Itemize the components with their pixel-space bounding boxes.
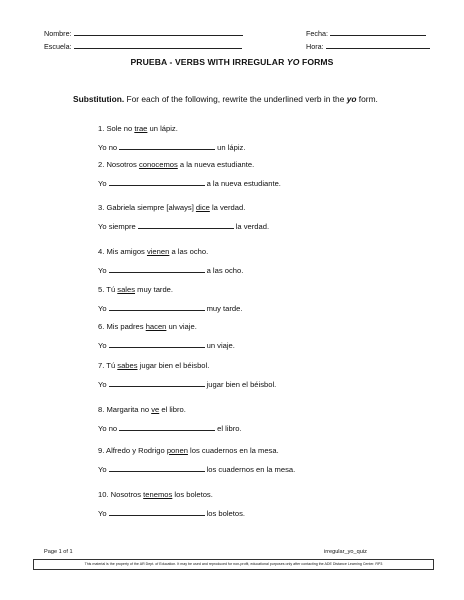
- underlined-verb: ponen: [166, 446, 188, 455]
- answer-prefix: Yo: [98, 304, 107, 313]
- fecha-field: [306, 28, 426, 38]
- prompt: [98, 285, 242, 295]
- prompt: [98, 160, 281, 170]
- prompt-text: la verdad.: [209, 203, 246, 212]
- prompt: [98, 322, 235, 332]
- answer-suffix: los boletos.: [206, 509, 246, 518]
- answer-line: [98, 339, 235, 351]
- prompt: [98, 203, 269, 213]
- prompt: [98, 446, 295, 456]
- instructions-end: form.: [356, 94, 378, 104]
- file-name: irregular_yo_quiz: [324, 549, 367, 555]
- question-1: [98, 124, 245, 153]
- prompt-text: los boletos.: [172, 490, 213, 499]
- answer-suffix: un lápiz.: [217, 143, 246, 152]
- escuela-line[interactable]: [74, 41, 242, 49]
- answer-blank[interactable]: [119, 422, 215, 431]
- answer-blank[interactable]: [109, 302, 205, 311]
- underlined-verb: ve: [151, 405, 160, 414]
- answer-prefix: Yo: [98, 179, 107, 188]
- answer-suffix: a las ocho.: [206, 266, 244, 275]
- fecha-label: Fecha:: [306, 29, 328, 38]
- prompt-text: 3. Gabriela siempre [always]: [98, 203, 196, 212]
- prompt: [98, 490, 245, 500]
- answer-blank[interactable]: [109, 507, 205, 516]
- question-9: [98, 446, 295, 475]
- prompt-text: muy tarde.: [135, 285, 173, 294]
- answer-prefix: Yo no: [98, 424, 118, 433]
- prompt: [98, 247, 243, 257]
- answer-suffix: el libro.: [217, 424, 242, 433]
- fecha-line[interactable]: [330, 28, 426, 36]
- answer-line: [98, 220, 269, 232]
- prompt-text: los cuadernos en la mesa.: [187, 446, 279, 455]
- underlined-verb: hacen: [145, 322, 167, 331]
- answer-prefix: Yo: [98, 341, 107, 350]
- prompt: [98, 361, 276, 371]
- question-4: [98, 247, 243, 276]
- underlined-verb: trae: [134, 124, 148, 133]
- answer-line: [98, 422, 242, 434]
- answer-blank[interactable]: [109, 264, 205, 273]
- nombre-line[interactable]: [74, 28, 243, 36]
- question-10: [98, 490, 245, 519]
- answer-prefix: Yo no: [98, 143, 118, 152]
- prompt-text: a la nueva estudiante.: [177, 160, 255, 169]
- answer-prefix: Yo: [98, 380, 107, 389]
- answer-blank[interactable]: [109, 339, 205, 348]
- prompt-text: 4. Mis amigos: [98, 247, 147, 256]
- instructions-yo: yo: [346, 94, 357, 104]
- prompt-text: 7. Tú: [98, 361, 118, 370]
- answer-line: [98, 177, 281, 189]
- underlined-verb: conocemos: [138, 160, 178, 169]
- hora-line[interactable]: [326, 41, 430, 49]
- answer-line: [98, 264, 243, 276]
- title-yo: YO: [286, 57, 300, 67]
- answer-line: [98, 302, 242, 314]
- answer-line: [98, 141, 245, 153]
- answer-blank[interactable]: [119, 141, 215, 150]
- underlined-verb: sales: [117, 285, 136, 294]
- question-6: [98, 322, 235, 351]
- answer-suffix: un viaje.: [206, 341, 235, 350]
- hora-label: Hora:: [306, 42, 324, 51]
- prompt-text: 10. Nosotros: [98, 490, 144, 499]
- prompt-text: 9. Alfredo y Rodrigo: [98, 446, 167, 455]
- underlined-verb: dice: [195, 203, 210, 212]
- title-end: FORMS: [299, 57, 334, 67]
- underlined-verb: sabes: [117, 361, 138, 370]
- question-7: [98, 361, 276, 390]
- prompt-text: un viaje.: [166, 322, 197, 331]
- copyright-notice: This material is the property of the AR Dept. of Education. It may be used and reproduced for non-profit, educational purposes only after contacting the ADE Distance Learning Center. RP3: [33, 559, 434, 570]
- answer-blank[interactable]: [109, 463, 205, 472]
- prompt-text: 2. Nosotros: [98, 160, 139, 169]
- hora-field: [306, 41, 430, 51]
- answer-line: [98, 463, 295, 475]
- answer-suffix: los cuadernos en la mesa.: [206, 465, 296, 474]
- answer-blank[interactable]: [138, 220, 234, 229]
- escuela-label: Escuela:: [44, 42, 72, 51]
- instructions-heading: Substitution.: [73, 94, 125, 104]
- prompt-text: 5. Tú: [98, 285, 118, 294]
- prompt: [98, 124, 245, 134]
- underlined-verb: tenemos: [143, 490, 173, 499]
- underlined-verb: vienen: [146, 247, 170, 256]
- prompt: [98, 405, 242, 415]
- answer-line: [98, 507, 245, 519]
- answer-suffix: a la nueva estudiante.: [206, 179, 281, 188]
- escuela-field: [44, 41, 242, 51]
- prompt-text: jugar bien el béisbol.: [137, 361, 210, 370]
- question-2: [98, 160, 281, 189]
- answer-line: [98, 378, 276, 390]
- prompt-text: el libro.: [159, 405, 186, 414]
- page-number: Page 1 of 1: [44, 549, 73, 555]
- nombre-field: [44, 28, 243, 38]
- page-title: [0, 57, 464, 67]
- prompt-text: 6. Mis padres: [98, 322, 146, 331]
- question-5: [98, 285, 242, 314]
- question-3: [98, 203, 269, 232]
- answer-blank[interactable]: [109, 177, 205, 186]
- answer-suffix: jugar bien el béisbol.: [206, 380, 277, 389]
- prompt-text: 1. Sole no: [98, 124, 135, 133]
- answer-suffix: la verdad.: [235, 222, 270, 231]
- answer-prefix: Yo: [98, 465, 107, 474]
- answer-prefix: Yo: [98, 266, 107, 275]
- prompt-text: 8. Margarita no: [98, 405, 152, 414]
- instructions-text: For each of the following, rewrite the underlined verb in the: [124, 94, 347, 104]
- instructions: [73, 94, 378, 104]
- answer-suffix: muy tarde.: [206, 304, 243, 313]
- answer-blank[interactable]: [109, 378, 205, 387]
- nombre-label: Nombre:: [44, 29, 72, 38]
- answer-prefix: Yo: [98, 509, 107, 518]
- question-8: [98, 405, 242, 434]
- answer-prefix: Yo siempre: [98, 222, 136, 231]
- prompt-text: a las ocho.: [169, 247, 209, 256]
- prompt-text: un lápiz.: [147, 124, 178, 133]
- title-main: PRUEBA - VERBS WITH IRREGULAR: [130, 57, 287, 67]
